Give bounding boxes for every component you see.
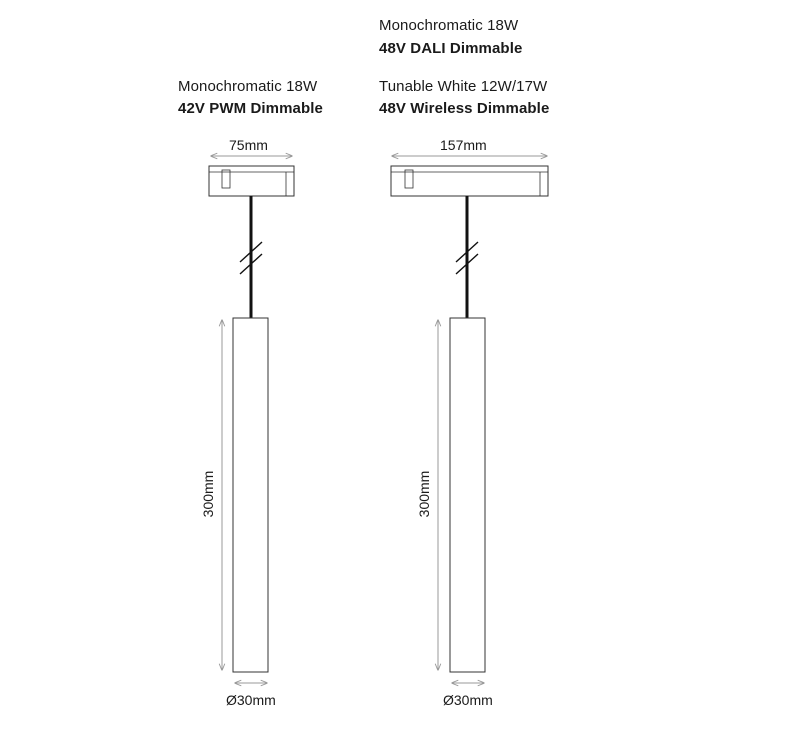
left-canopy-width-label: 75mm bbox=[229, 137, 268, 153]
right-variant-1-name: Monochromatic 18W bbox=[379, 17, 519, 34]
right-canopy bbox=[391, 166, 548, 196]
left-variant-name: Monochromatic 18W bbox=[178, 78, 318, 95]
left-variant-control: 42V PWM Dimmable bbox=[178, 100, 323, 117]
right-variant-1-control: 48V DALI Dimmable bbox=[379, 40, 523, 57]
left-pendant bbox=[209, 156, 294, 683]
right-variant-2-control: 48V Wireless Dimmable bbox=[379, 100, 550, 117]
right-length-label: 300mm bbox=[416, 470, 432, 518]
left-tube-body bbox=[233, 318, 268, 672]
right-diameter-label: Ø30mm bbox=[443, 692, 493, 708]
left-diameter-label: Ø30mm bbox=[226, 692, 276, 708]
right-tube-body bbox=[450, 318, 485, 672]
right-variant-2-name: Tunable White 12W/17W bbox=[379, 78, 548, 95]
right-pendant bbox=[391, 156, 548, 683]
left-length-label: 300mm bbox=[200, 470, 216, 518]
right-canopy-width-label: 157mm bbox=[440, 137, 487, 153]
